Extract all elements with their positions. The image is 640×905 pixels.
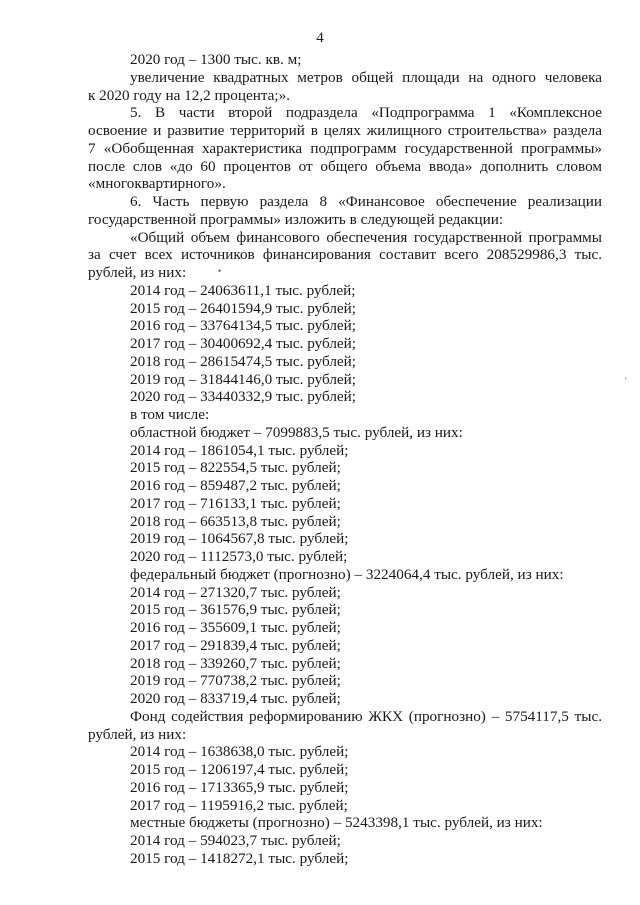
text-line: 2020 год – 33440332,9 тыс. рублей;	[130, 388, 357, 406]
text-line: 2018 год – 339260,7 тыс. рублей;	[130, 654, 341, 672]
text-line: 2014 год – 24063611,1 тыс. рублей;	[130, 281, 356, 299]
text-line: Фонд содействия реформированию ЖКХ (прогнозно) – 5754117,5 тыс.	[130, 707, 602, 725]
text-line: 2017 год – 716133,1 тыс. рублей;	[130, 494, 341, 512]
text-line: увеличение квадратных метров общей площади на одного человека	[130, 68, 602, 86]
text-line: 2015 год – 1418272,1 тыс. рублей;	[130, 849, 349, 867]
text-line: 2014 год – 1638638,0 тыс. рублей;	[130, 743, 349, 761]
text-line: 2020 год – 1112573,0 тыс. рублей;	[130, 548, 348, 565]
text-line: 2019 год – 1064567,8 тыс. рублей;	[130, 530, 349, 548]
page-number: 4	[316, 30, 324, 46]
text-line: областной бюджет – 7099883,5 тыс. рублей, из них:	[130, 423, 463, 441]
text-line: 2014 год – 594023,7 тыс. рублей;	[130, 832, 341, 849]
text-line: 2015 год – 26401594,9 тыс. рублей;	[130, 299, 357, 317]
text-line: 2016 год – 1713365,9 тыс. рублей;	[130, 778, 349, 796]
text-line: 2016 год – 859487,2 тыс. рублей;	[130, 477, 341, 494]
text-line: 2015 год – 1206197,4 тыс. рублей;	[130, 761, 349, 778]
text-line: за счет всех источников финансирования составит всего 208529986,3 тыс.	[88, 246, 602, 264]
text-line: «многоквартирного».	[88, 175, 226, 193]
scan-speck: •	[218, 266, 222, 276]
text-line: 6. Часть первую раздела 8 «Финансовое обеспечение реализации	[130, 193, 602, 210]
text-line: к 2020 году на 12,2 процента;».	[88, 86, 290, 104]
scan-speck: '	[625, 376, 627, 386]
text-line: освоение и развитие территорий в целях жилищного строительства» раздела	[88, 122, 602, 139]
text-line: 2017 год – 30400692,4 тыс. рублей;	[130, 335, 357, 352]
text-line: 7 «Обобщенная характеристика подпрограмм государственной программы»	[88, 139, 602, 157]
text-line: рублей, из них:	[88, 725, 187, 743]
text-line: федеральный бюджет (прогнозно) – 3224064,4 тыс. рублей, из них:	[130, 565, 564, 583]
text-line: 2016 год – 355609,1 тыс. рублей;	[130, 619, 341, 636]
text-line: 2014 год – 271320,7 тыс. рублей;	[130, 583, 341, 601]
text-line: 2018 год – 28615474,5 тыс. рублей;	[130, 352, 357, 370]
text-line: 2018 год – 663513,8 тыс. рублей;	[130, 512, 341, 530]
text-line: «Общий объем финансового обеспечения государственной программы	[130, 228, 602, 246]
text-line: 5. В части второй подраздела «Подпрограмма 1 «Комплексное	[130, 104, 602, 122]
text-line: 2020 год – 833719,4 тыс. рублей;	[130, 690, 341, 707]
text-line: 2015 год – 361576,9 тыс. рублей;	[130, 601, 341, 619]
text-line: местные бюджеты (прогнозно) – 5243398,1 тыс. рублей, из них:	[130, 814, 543, 832]
text-line: после слов «до 60 процентов от общего объема ввода» дополнить словом	[88, 157, 602, 175]
text-line: 2015 год – 822554,5 тыс. рублей;	[130, 459, 341, 477]
text-line: в том числе:	[130, 406, 210, 423]
text-line: рублей, из них:	[88, 264, 187, 281]
text-line: государственной программы» изложить в следующей редакции:	[88, 210, 504, 228]
text-line: 2019 год – 770738,2 тыс. рублей;	[130, 672, 341, 690]
text-line: 2016 год – 33764134,5 тыс. рублей;	[130, 317, 357, 335]
text-line: 2020 год – 1300 тыс. кв. м;	[130, 51, 302, 68]
text-line: 2014 год – 1861054,1 тыс. рублей;	[130, 441, 349, 459]
document-body	[88, 51, 602, 868]
text-line: 2017 год – 291839,4 тыс. рублей;	[130, 636, 341, 654]
text-line: 2017 год – 1195916,2 тыс. рублей;	[130, 796, 348, 814]
text-line: 2019 год – 31844146,0 тыс. рублей;	[130, 370, 357, 388]
